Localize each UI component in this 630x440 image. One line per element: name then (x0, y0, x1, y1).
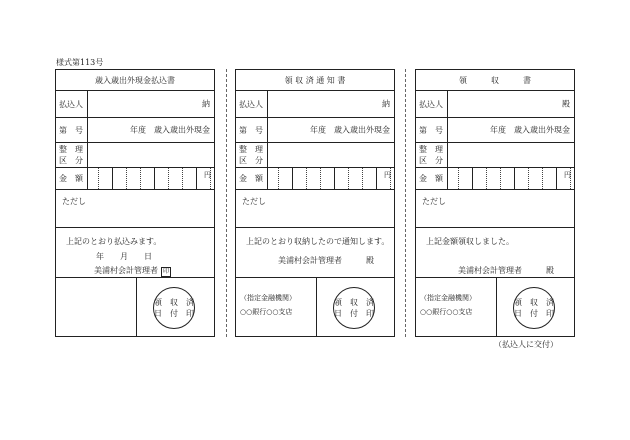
notice-text: 上記のとおり払込みます。 (66, 237, 162, 246)
signer-line (94, 265, 171, 277)
amount-row (236, 168, 394, 190)
amount-grid (448, 168, 574, 189)
card-receipt-notice (235, 69, 395, 337)
stamp-area (416, 277, 574, 336)
amount-row (56, 168, 214, 190)
stamp-area (236, 277, 394, 336)
number-label: 第 号 (56, 118, 88, 142)
bank-label: （指定金融機関） (420, 294, 476, 302)
bank-label: （指定金融機関） (240, 294, 296, 302)
amount-label: 金 額 (416, 168, 448, 189)
classification-label-line2: 区 分 (59, 156, 83, 165)
signer-text: 美浦村会計管理者 (94, 266, 158, 275)
date-text: 年 月 日 (96, 252, 152, 261)
remarks-label: ただし (62, 197, 86, 206)
yen-label: 円 (204, 171, 211, 179)
number-text: 年度 歳入歳出外現金 (130, 125, 210, 135)
number-row (236, 118, 394, 143)
notice-text: 上記金額領収しました。 (426, 237, 514, 246)
classification-label (56, 143, 88, 167)
seal-mark: 印 (163, 268, 170, 275)
remarks-row (416, 190, 574, 228)
amount-row (416, 168, 574, 190)
payer-label: 払込人 (236, 91, 268, 117)
notice-text: 上記のとおり収納したので通知します。 (246, 237, 390, 246)
card-receipt (415, 69, 575, 337)
stamp-area (56, 277, 214, 336)
form-number: 様式第113号 (56, 58, 104, 67)
stamp-line1: 領 収 済 (154, 298, 194, 307)
remarks-label: ただし (422, 197, 446, 206)
card-title: 領 収 済 通 知 書 (236, 70, 394, 91)
payer-suffix: 納 (202, 99, 210, 109)
payer-label: 払込人 (56, 91, 88, 117)
cut-line (405, 69, 406, 337)
bank-name: ○○銀行○○支店 (420, 308, 473, 316)
classification-label-line1: 整 理 (419, 145, 443, 154)
receipt-date-stamp-circle (153, 287, 195, 329)
card-payment-slip (55, 69, 215, 337)
payer-row (416, 91, 574, 118)
footer-note: （払込人に交付） (494, 340, 558, 349)
card-title: 歳入歳出外現金払込書 (56, 70, 214, 91)
classification-label-line1: 整 理 (239, 145, 263, 154)
cut-line (226, 69, 227, 337)
classification-label-line2: 区 分 (419, 156, 443, 165)
classification-row (236, 143, 394, 168)
amount-grid (88, 168, 214, 189)
yen-label: 円 (564, 171, 571, 179)
stamp-line1: 領 収 済 (514, 298, 554, 307)
yen-label: 円 (384, 171, 391, 179)
remarks-row (56, 190, 214, 228)
amount-grid (268, 168, 394, 189)
stamp-line2: 日 付 印 (514, 309, 554, 318)
classification-row (56, 143, 214, 168)
number-text: 年度 歳入歳出外現金 (490, 125, 570, 135)
classification-label-line1: 整 理 (59, 145, 83, 154)
payer-suffix: 殿 (562, 99, 570, 109)
number-row (416, 118, 574, 143)
payer-suffix: 納 (382, 99, 390, 109)
payer-label: 払込人 (416, 91, 448, 117)
signer-text: 美浦村会計管理者 殿 (458, 266, 554, 275)
receipt-date-stamp-circle (513, 287, 555, 329)
receipt-date-stamp-circle (333, 287, 375, 329)
stamp-line2: 日 付 印 (334, 309, 374, 318)
amount-label: 金 額 (236, 168, 268, 189)
number-label: 第 号 (416, 118, 448, 142)
number-text: 年度 歳入歳出外現金 (310, 125, 390, 135)
payer-row (236, 91, 394, 118)
classification-label-line2: 区 分 (239, 156, 263, 165)
stamp-line1: 領 収 済 (334, 298, 374, 307)
classification-row (416, 143, 574, 168)
signer-text: 美浦村会計管理者 殿 (278, 256, 374, 265)
remarks-label: ただし (242, 197, 266, 206)
remarks-row (236, 190, 394, 228)
stamp-line2: 日 付 印 (154, 309, 194, 318)
amount-label: 金 額 (56, 168, 88, 189)
payer-row (56, 91, 214, 118)
classification-label (416, 143, 448, 167)
number-label: 第 号 (236, 118, 268, 142)
card-title: 領 収 書 (416, 70, 574, 91)
bank-name: ○○銀行○○支店 (240, 308, 293, 316)
number-row (56, 118, 214, 143)
classification-label (236, 143, 268, 167)
